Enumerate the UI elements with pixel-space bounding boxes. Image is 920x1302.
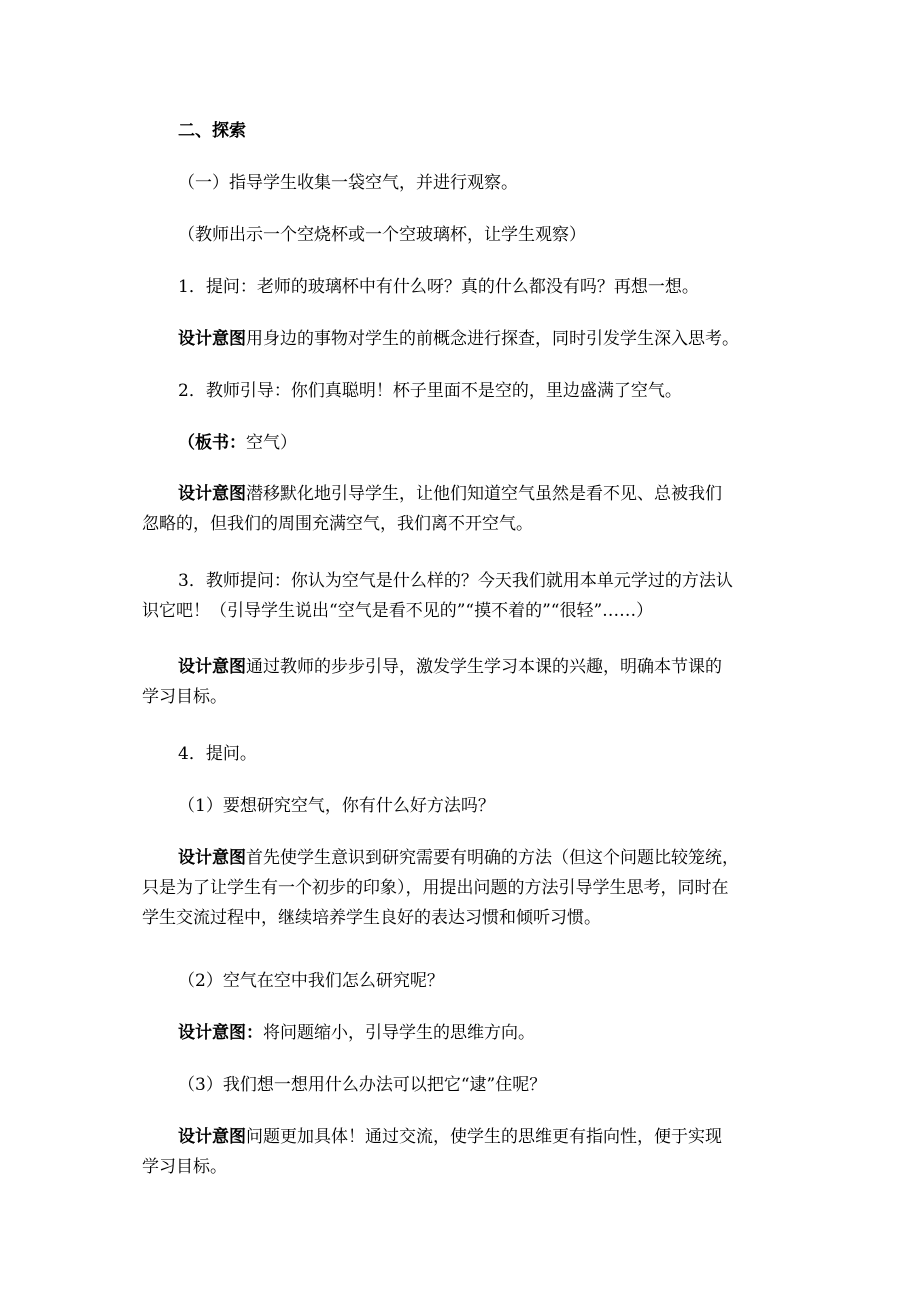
section-heading: 二、探索 <box>178 121 246 141</box>
design-intent-text-line2: 忽略的，但我们的周围充满空气，我们离不开空气。 <box>142 514 533 534</box>
paragraph-3: 1．提问：老师的玻璃杯中有什么呀？真的什么都没有吗？再想一想。 <box>178 277 699 297</box>
design-intent-label: 设计意图： <box>178 1023 263 1043</box>
design-intent-text-line1: 潜移默化地引导学生，让他们知道空气虽然是看不见、总被我们 <box>246 484 722 504</box>
design-intent-text-line1: 首先使学生意识到研究需要有明确的方法（但这个问题比较笼统， <box>246 848 739 868</box>
paragraph-2: （教师出示一个空烧杯或一个空玻璃杯，让学生观察） <box>178 225 586 245</box>
design-intent-text-line1: 通过教师的步步引导，激发学生学习本课的兴趣，明确本节课的 <box>246 657 722 677</box>
paragraph-8-line2: 识它吧！（引导学生说出“空气是看不见的”“摸不着的”“很轻”……） <box>142 601 654 621</box>
design-intent-text-line1: 问题更加具体！通过交流，使学生的思维更有指向性，便于实现 <box>246 1127 722 1147</box>
paragraph-7 <box>142 479 788 539</box>
board-note-label: （板书： <box>178 433 246 453</box>
paragraph-6 <box>178 428 788 458</box>
design-intent-label: 设计意图 <box>178 484 246 504</box>
paragraph-5: 2．教师引导：你们真聪明！杯子里面不是空的，里边盛满了空气。 <box>178 381 682 401</box>
paragraph-1: （一）指导学生收集一袋空气，并进行观察。 <box>178 173 518 193</box>
paragraph-13: （2）空气在空中我们怎么研究呢？ <box>178 971 444 991</box>
design-intent-text-line2: 只是为了让学生有一个初步的印象），用提出问题的方法引导学生思考，同时在 <box>142 878 729 898</box>
paragraph-11: （1）要想研究空气，你有什么好方法吗？ <box>178 796 495 816</box>
design-intent-text-line2: 学习目标。 <box>142 687 227 707</box>
paragraph-16 <box>142 1122 788 1182</box>
design-intent-label: 设计意图 <box>178 329 246 349</box>
paragraph-12 <box>142 843 788 933</box>
paragraph-9 <box>142 652 788 712</box>
paragraph-4 <box>178 324 788 354</box>
paragraph-8 <box>142 566 788 626</box>
design-intent-text-line3: 学生交流过程中，继续培养学生良好的表达习惯和倾听习惯。 <box>142 908 601 928</box>
design-intent-label: 设计意图 <box>178 657 246 677</box>
board-note-text: 空气） <box>246 433 297 453</box>
design-intent-text-line2: 学习目标。 <box>142 1157 227 1177</box>
design-intent-text: 用身边的事物对学生的前概念进行探查，同时引发学生深入思考。 <box>246 329 739 349</box>
paragraph-8-line1: 3．教师提问：你认为空气是什么样的？今天我们就用本单元学过的方法认 <box>178 571 733 591</box>
design-intent-label: 设计意图 <box>178 848 246 868</box>
paragraph-14 <box>178 1018 788 1048</box>
paragraph-15: （3）我们想一想用什么办法可以把它“逮”住呢？ <box>178 1075 547 1095</box>
design-intent-label: 设计意图 <box>178 1127 246 1147</box>
paragraph-10: 4．提问。 <box>178 744 257 764</box>
design-intent-text: 将问题缩小，引导学生的思维方向。 <box>263 1023 535 1043</box>
